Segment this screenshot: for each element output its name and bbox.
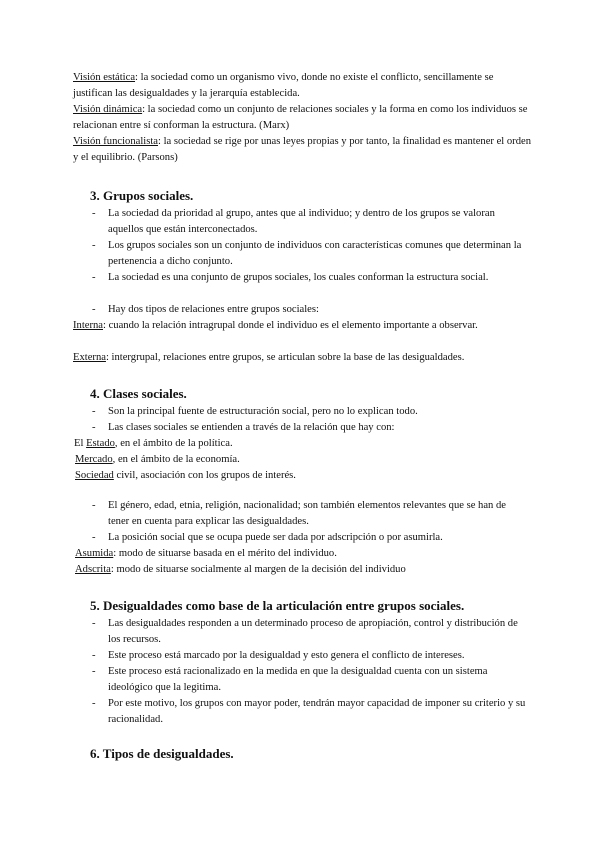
sociedad-label: Sociedad: [75, 470, 114, 481]
section-4-heading: 4. Clases sociales.: [90, 386, 187, 401]
mercado-text: , en el ámbito de la economía.: [112, 454, 240, 465]
externa-text: : intergrupal, relaciones entre grupos, se articulan sobre la base de las desigualdades.: [105, 352, 465, 363]
interna-label: Interna: [73, 320, 103, 331]
list-item: [0, 302, 600, 318]
estado-label: Estado: [86, 438, 115, 449]
list-item: [0, 420, 600, 436]
section-5-heading: 5. Desigualdades como base de la articulación entre grupos sociales.: [90, 598, 465, 613]
vision-estatica-label: Visión estática: [73, 72, 136, 83]
asumida-label: Asumida: [75, 548, 114, 559]
vision-dinamica-label: Visión dinámica: [73, 104, 143, 115]
bullet-text: La sociedad da prioridad al grupo, antes que al individuo; y dentro de los grupos se valoran aquellos que están interconectados.: [108, 208, 495, 235]
section-3-heading: 3. Grupos sociales.: [90, 188, 194, 203]
vision-funcionalista-paragraph: [73, 134, 533, 166]
vision-funcionalista-label: Visión funcionalista: [73, 136, 158, 147]
bullet-text: Son la principal fuente de estructuración social, pero no lo explican todo.: [108, 406, 418, 417]
bullet-dash: -: [92, 618, 96, 629]
bullet-text: Las desigualdades responden a un determinado proceso de apropiación, control y distribución de los recursos.: [108, 618, 518, 645]
bullet-dash: -: [92, 532, 96, 543]
list-item: [0, 206, 600, 238]
interna-text: : cuando la relación intragrupal donde el individuo es el elemento importante a observar.: [103, 320, 478, 331]
externa-paragraph: [73, 350, 464, 366]
bullet-text: Los grupos sociales son un conjunto de individuos con características comunes que determinan la pertenencia a dicho conjunto.: [108, 240, 522, 267]
bullet-text: Este proceso está marcado por la desigualdad y esto genera el conflicto de intereses.: [108, 650, 465, 661]
list-item: [0, 404, 600, 420]
bullet-dash: -: [92, 272, 96, 283]
bullet-dash: -: [92, 208, 96, 219]
bullet-text: Las clases sociales se entienden a través de la relación que hay con:: [108, 422, 395, 433]
vision-estatica-text: : la sociedad como un organismo vivo, donde no existe el conflicto, sencillamente se justifican las desigualdades y la jerarquía establecida.: [73, 72, 494, 99]
bullet-dash: -: [92, 240, 96, 251]
bullet-dash: -: [92, 666, 96, 677]
vision-funcionalista-text: : la sociedad se rige por unas leyes propias y por tanto, la finalidad es mantener el orden y el equilibrio. (Parsons): [73, 136, 531, 163]
bullet-dash: -: [92, 422, 96, 433]
estado-text: , en el ámbito de la política.: [114, 438, 233, 449]
bullet-dash: -: [92, 698, 96, 709]
list-item: [0, 616, 600, 648]
list-item: [0, 530, 600, 546]
section-6-heading: 6. Tipos de desigualdades.: [90, 746, 234, 761]
sociedad-line: [75, 468, 296, 484]
mercado-label: Mercado: [75, 454, 113, 465]
bullet-text: La posición social que se ocupa puede ser dada por adscripción o por asumirla.: [108, 532, 443, 543]
bullet-dash: -: [92, 500, 96, 511]
bullet-text: La sociedad es una conjunto de grupos sociales, los cuales conforman la estructura social.: [108, 272, 489, 283]
bullet-text: El género, edad, etnia, religión, nacionalidad; son también elementos relevantes que se han de tener en cuenta para explicar las desigualdades.: [108, 500, 507, 527]
vision-estatica-paragraph: [73, 70, 533, 102]
list-item: [0, 238, 600, 270]
externa-label: Externa: [73, 352, 106, 363]
asumida-text: : modo de situarse basada en el mérito del individuo.: [113, 548, 337, 559]
list-item: [0, 664, 600, 696]
bullet-text: Este proceso está racionalizado en la medida en que la desigualdad cuenta con un sistema ideológico que la legitima.: [108, 666, 488, 693]
adscrita-line: [75, 562, 406, 578]
vision-dinamica-text: : la sociedad como un conjunto de relaciones sociales y la forma en como los individuos se relacionan entre sí conforman la estructura. (Marx): [73, 104, 528, 131]
adscrita-label: Adscrita: [75, 564, 111, 575]
bullet-dash: -: [92, 406, 96, 417]
list-item: [0, 648, 600, 664]
estado-prefix: El: [74, 438, 87, 449]
list-item: [0, 498, 600, 530]
adscrita-text: : modo de situarse socialmente al margen de la decisión del individuo: [110, 564, 406, 575]
estado-line: [74, 436, 233, 452]
bullet-text: Hay dos tipos de relaciones entre grupos sociales:: [108, 304, 319, 315]
asumida-line: [75, 546, 337, 562]
vision-dinamica-paragraph: [73, 102, 533, 134]
interna-paragraph: [73, 318, 533, 334]
bullet-text: Por este motivo, los grupos con mayor poder, tendrán mayor capacidad de imponer su criterio y su racionalidad.: [108, 698, 526, 725]
list-item: [0, 270, 600, 302]
mercado-line: [75, 452, 240, 468]
list-item: [0, 696, 600, 728]
bullet-dash: -: [92, 304, 96, 315]
bullet-dash: -: [92, 650, 96, 661]
sociedad-text: civil, asociación con los grupos de interés.: [113, 470, 296, 481]
